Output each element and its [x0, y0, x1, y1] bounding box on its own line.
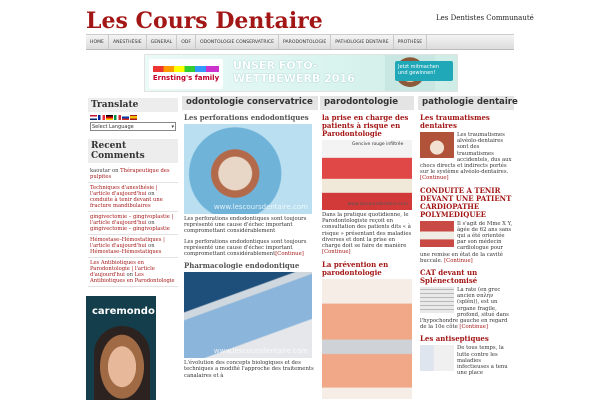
- language-select-value: Select Language: [92, 123, 134, 130]
- flag-en-icon[interactable]: [90, 115, 97, 120]
- sidebar-advertisement[interactable]: [86, 296, 156, 400]
- comment-item: [88, 183, 178, 212]
- comment-author[interactable]: Les Antibiotiques en Parodontologie | l'article d'aujourd'hui: [90, 260, 155, 278]
- comment-item: [88, 258, 178, 287]
- post-title[interactable]: CONDUITE A TENIR DEVANT UNE PATIENT CARDIOPATHE POLYMEDIQUEE: [420, 185, 512, 219]
- post-thumbnail[interactable]: [420, 287, 454, 313]
- post-excerpt-text: Les perforations endodontiques sont toujours représenté une cause d'échec important compromettant considérablement: [184, 238, 307, 258]
- rainbow-stripes-icon: [153, 66, 219, 72]
- post-cardiopathe: [420, 187, 514, 264]
- continue-link[interactable]: [Continue]: [459, 324, 488, 331]
- image-watermark: www.lescoursdentaire.com: [347, 202, 408, 207]
- post-thumbnail[interactable]: [420, 221, 454, 247]
- image-watermark: www.lescoursdentaire.com: [213, 203, 308, 211]
- nav-item-prothese[interactable]: PROTHÈSE: [394, 35, 428, 49]
- comment-author[interactable]: Hémostase–Hémostatiques | l'article d'aujourd'hui: [90, 237, 165, 249]
- nav-item-odontologie-conservatrice[interactable]: ODONTOLOGIE CONSERVATRICE: [196, 35, 279, 49]
- post-excerpt: L'évolution des concepts biologiques et des techniques a modifié l'approche des traitements canalaires et à: [184, 360, 314, 379]
- comment-item: [88, 235, 178, 258]
- flag-icons: [88, 115, 178, 120]
- post-excerpt-text: Dans la pratique quotidienne, le Parodontologiste reçoit en consultation des patients dits « à risque » présentant des maladies diverses et dont la prise en charge doit se faire de manière: [322, 212, 412, 250]
- banner-logo-text: Ernsting's family: [152, 74, 220, 82]
- flag-ru-icon[interactable]: [122, 115, 129, 120]
- ad-photo: [94, 326, 150, 400]
- column-parodontologie: [322, 114, 414, 400]
- comment-on: on: [112, 168, 119, 174]
- recent-comments-widget: [88, 139, 178, 287]
- post-antiseptiques: [420, 335, 514, 376]
- post-excerpt: De tous temps, la lutte contre les maladies infectieuses a tenu une place: [457, 345, 508, 377]
- column-odontologie: [184, 114, 316, 379]
- post-patients-risque: [322, 114, 414, 255]
- continue-link[interactable]: [Continue]: [420, 175, 449, 182]
- post-splenectomise: [420, 269, 514, 330]
- post-excerpt-text: Les traumatismes alvéolo-dentaires sont des traumatismes accidentels, dus aux chocs directs et indirects portés sur le système alvéolo-dentaires.: [420, 132, 512, 176]
- translate-widget-title: Translate: [88, 98, 178, 112]
- post-title[interactable]: La prévention en parodontologie: [322, 260, 389, 278]
- ad-brand: caremondo: [92, 306, 155, 317]
- post-traumatismes: [420, 114, 514, 182]
- left-sidebar: [88, 98, 178, 287]
- flag-de-icon[interactable]: [106, 115, 113, 120]
- comment-post-link[interactable]: Les Antibiotiques en Parodontologie: [90, 272, 175, 284]
- comment-on: on: [148, 243, 155, 249]
- post-thumbnail[interactable]: [420, 132, 454, 158]
- continue-link[interactable]: [Continue]: [444, 257, 473, 264]
- image-watermark: www.lescoursdentaire.com: [213, 347, 308, 356]
- column-heading-odontologie[interactable]: odontologie conservatrice: [182, 96, 318, 110]
- comment-item: [88, 212, 178, 235]
- banner-logo: [149, 59, 223, 89]
- post-image[interactable]: [322, 279, 412, 399]
- banner-headline: UNSER FOTO-WETTBEWERB 2016: [233, 59, 355, 85]
- comment-on: on: [126, 272, 133, 278]
- post-perforations: [184, 114, 316, 257]
- column-heading-parodontologie[interactable]: parodontologie: [320, 96, 414, 110]
- comment-item: [88, 166, 178, 183]
- site-title[interactable]: Les Cours Dentaire: [86, 8, 323, 34]
- continue-link[interactable]: [Continue]: [322, 249, 351, 256]
- post-pharmacologie: [184, 262, 316, 379]
- post-image[interactable]: [184, 272, 312, 358]
- flag-it-icon[interactable]: [114, 115, 121, 120]
- post-title[interactable]: Les antiseptiques: [420, 334, 489, 344]
- flag-es-icon[interactable]: [130, 115, 137, 120]
- comment-on: on: [148, 220, 155, 226]
- main-navigation: [86, 34, 514, 50]
- post-thumbnail[interactable]: [420, 345, 454, 371]
- language-select[interactable]: [90, 122, 176, 131]
- column-heading-pathologie[interactable]: pathologie dentaire: [418, 96, 514, 110]
- comment-author[interactable]: Techniques d'anesthésie | l'article d'aujourd'hui: [90, 185, 158, 197]
- post-image[interactable]: [184, 124, 312, 214]
- column-pathologie: [420, 114, 514, 381]
- comment-post-link[interactable]: Hémostase–Hémostatiques: [90, 249, 162, 255]
- flag-fr-icon[interactable]: [98, 115, 105, 120]
- nav-item-parodontologie[interactable]: PARODONTOLOGIE: [279, 35, 331, 49]
- post-title[interactable]: la prise en charge des patients à risque en Parodontologie: [322, 113, 409, 138]
- post-excerpt: [322, 212, 414, 255]
- nav-item-general[interactable]: GENERAL: [147, 35, 178, 49]
- image-label: Gencive rouge infiltrée: [352, 142, 404, 147]
- post-title[interactable]: Les traumatismes dentaires: [420, 113, 490, 130]
- post-prevention: [322, 261, 414, 399]
- nav-item-pathologie-dentaire[interactable]: PATHOLOGIE DENTAIRE: [331, 35, 393, 49]
- recent-comments-title: Recent Comments: [88, 139, 178, 163]
- post-title[interactable]: CAT devant un Splénectomisé: [420, 268, 478, 286]
- nav-item-home[interactable]: HOME: [86, 35, 109, 49]
- dropdown-arrow-icon: ▾: [171, 123, 174, 130]
- post-title[interactable]: Les perforations endodontiques: [184, 113, 309, 122]
- post-excerpt: Les perforations endodontiques sont toujours représenté une cause d'échec important compromettant considérablement: [184, 216, 307, 235]
- post-excerpt-repeat: [184, 239, 316, 258]
- comment-author[interactable]: kaoutar: [90, 168, 111, 174]
- post-title[interactable]: Pharmacologie endodontique: [184, 261, 300, 271]
- post-excerpt-text: La rate (en grec ancien σπλήν (splên)), est un organe fragile, profond, situé dans l'hypochondre gauche en regard de la 10e côte: [420, 287, 509, 331]
- nav-item-anesthesie[interactable]: ANESTHÉSIE: [109, 35, 147, 49]
- comment-post-link[interactable]: gingivectomie – gingivoplastie: [90, 226, 170, 232]
- post-excerpt-text: Il s'agit de Mme X Y, âgée de 62 ans sans qui a été orientée par son médecin cardiologue pour une remise en état de la cavité buccale.: [420, 220, 513, 264]
- comment-post-link[interactable]: conduite à tenir devant une fracture mandibulaires: [90, 197, 163, 209]
- banner-cta-button[interactable]: Jetzt mitmachen und gewinnen!: [395, 61, 453, 81]
- comment-post-link[interactable]: Thérapeutique des pulpites: [90, 168, 170, 180]
- nav-item-odf[interactable]: ODF: [177, 35, 196, 49]
- site-tagline: Les Dentistes Communauté: [436, 14, 534, 22]
- comment-author[interactable]: gingivectomie – gingivoplastie | l'article d'aujourd'hui: [90, 214, 174, 226]
- advertisement-banner[interactable]: [144, 54, 458, 92]
- post-image[interactable]: [322, 140, 412, 210]
- continue-link[interactable]: [Continue]: [275, 251, 304, 258]
- comment-on: on: [148, 191, 155, 197]
